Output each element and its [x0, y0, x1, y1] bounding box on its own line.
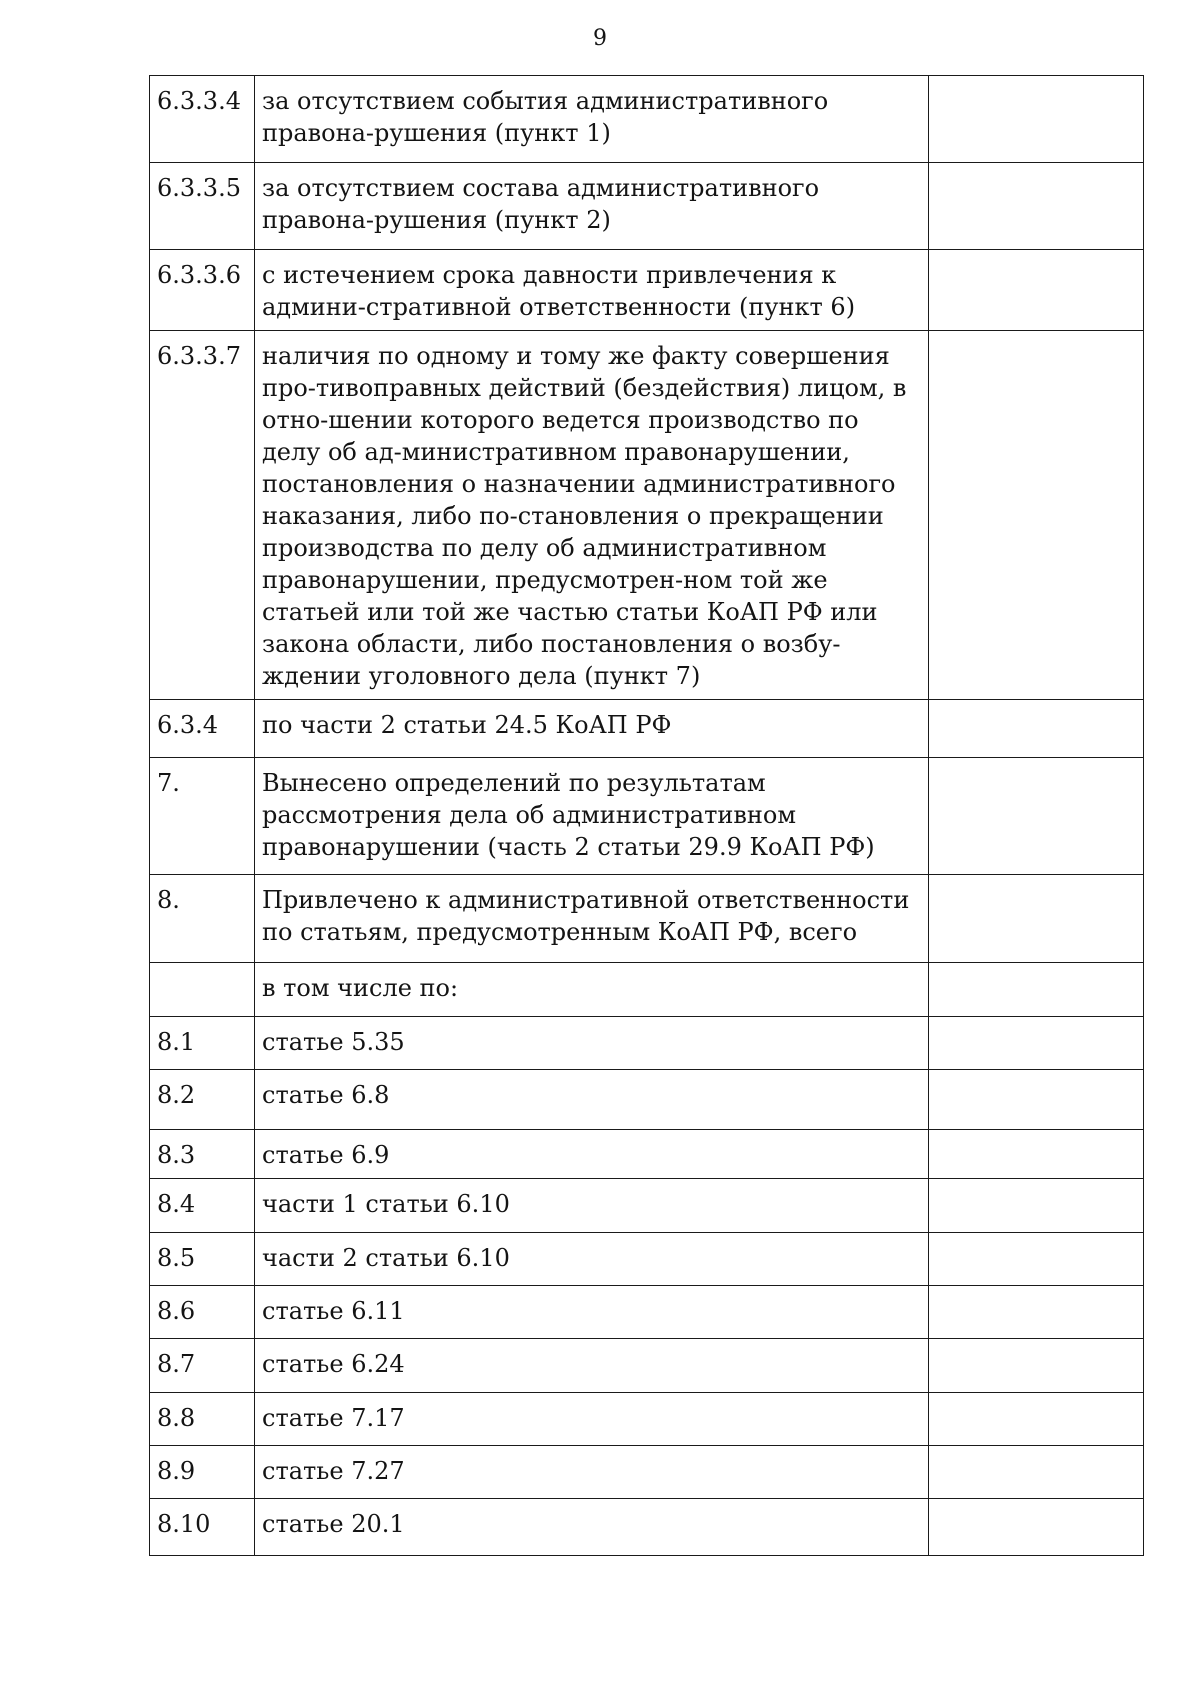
- row-value[interactable]: [929, 1179, 1144, 1233]
- table-row: [150, 331, 1144, 700]
- table-row: [150, 250, 1144, 331]
- row-value[interactable]: [929, 1499, 1144, 1556]
- row-text: статье 5.35: [255, 1017, 929, 1070]
- row-number: 8.7: [150, 1339, 255, 1393]
- table-row: [150, 1070, 1144, 1130]
- row-text: за отсутствием состава административного правона-рушения (пункт 2): [255, 163, 929, 250]
- row-text: статье 6.9: [255, 1130, 929, 1179]
- row-value[interactable]: [929, 1233, 1144, 1286]
- table-row: [150, 1233, 1144, 1286]
- row-number: 6.3.3.5: [150, 163, 255, 250]
- table-row: [150, 700, 1144, 758]
- row-number: 8.4: [150, 1179, 255, 1233]
- row-number: 8.1: [150, 1017, 255, 1070]
- row-text: Вынесено определений по результатам рассмотрения дела об административном правонарушении (часть 2 статьи 29.9 КоАП РФ): [255, 758, 929, 875]
- row-number: 6.3.3.6: [150, 250, 255, 331]
- table-row: [150, 76, 1144, 163]
- row-value[interactable]: [929, 1070, 1144, 1130]
- row-value[interactable]: [929, 1017, 1144, 1070]
- row-value[interactable]: [929, 76, 1144, 163]
- row-text: статье 20.1: [255, 1499, 929, 1556]
- row-text: по части 2 статьи 24.5 КоАП РФ: [255, 700, 929, 758]
- row-value[interactable]: [929, 1286, 1144, 1339]
- table-row: [150, 1130, 1144, 1179]
- table-row: [150, 163, 1144, 250]
- row-number: 8.3: [150, 1130, 255, 1179]
- row-value[interactable]: [929, 1339, 1144, 1393]
- row-text: за отсутствием события административного правона-рушения (пункт 1): [255, 76, 929, 163]
- table-row: [150, 875, 1144, 963]
- row-number: 8.8: [150, 1393, 255, 1446]
- report-table: [149, 75, 1144, 1556]
- table-row: [150, 1446, 1144, 1499]
- row-text: статье 7.17: [255, 1393, 929, 1446]
- row-number: 6.3.3.4: [150, 76, 255, 163]
- row-number: 8.9: [150, 1446, 255, 1499]
- row-value[interactable]: [929, 758, 1144, 875]
- row-value[interactable]: [929, 875, 1144, 963]
- table-row: [150, 1393, 1144, 1446]
- row-number: 6.3.3.7: [150, 331, 255, 700]
- row-value[interactable]: [929, 1446, 1144, 1499]
- table-row: [150, 758, 1144, 875]
- row-number: 8.10: [150, 1499, 255, 1556]
- table-row: [150, 1499, 1144, 1556]
- row-value[interactable]: [929, 1393, 1144, 1446]
- row-number: 6.3.4: [150, 700, 255, 758]
- row-text: Привлечено к административной ответственности по статьям, предусмотренным КоАП РФ, всего: [255, 875, 929, 963]
- row-text: статье 6.24: [255, 1339, 929, 1393]
- table-row: [150, 963, 1144, 1017]
- row-value[interactable]: [929, 163, 1144, 250]
- table-row: [150, 1286, 1144, 1339]
- table-row: [150, 1179, 1144, 1233]
- row-value[interactable]: [929, 331, 1144, 700]
- row-value[interactable]: [929, 963, 1144, 1017]
- row-text: в том числе по:: [255, 963, 929, 1017]
- row-number: 8.2: [150, 1070, 255, 1130]
- row-text: статье 7.27: [255, 1446, 929, 1499]
- row-text: части 1 статьи 6.10: [255, 1179, 929, 1233]
- row-text: статье 6.11: [255, 1286, 929, 1339]
- page-number: 9: [593, 26, 607, 51]
- row-text: с истечением срока давности привлечения к админи-стративной ответственности (пункт 6): [255, 250, 929, 331]
- row-number: 8.6: [150, 1286, 255, 1339]
- table-row: [150, 1339, 1144, 1393]
- row-text: статье 6.8: [255, 1070, 929, 1130]
- row-number: 8.: [150, 875, 255, 963]
- row-value[interactable]: [929, 1130, 1144, 1179]
- row-number: 7.: [150, 758, 255, 875]
- row-text: наличия по одному и тому же факту совершения про-тивоправных действий (бездействия) лицом, в отно-шении которого ведется производство по делу об ад-министративном правонарушении, постановления о назначении административного наказания, либо по-становления о прекращении производства по делу об административном правонарушении, предусмотрен-ном той же статьей или той же частью статьи КоАП РФ или закона области, либо постановления о возбу-ждении уголовного дела (пункт 7): [255, 331, 929, 700]
- table-row: [150, 1017, 1144, 1070]
- row-number: 8.5: [150, 1233, 255, 1286]
- row-value[interactable]: [929, 700, 1144, 758]
- row-text: части 2 статьи 6.10: [255, 1233, 929, 1286]
- row-value[interactable]: [929, 250, 1144, 331]
- row-number: [150, 963, 255, 1017]
